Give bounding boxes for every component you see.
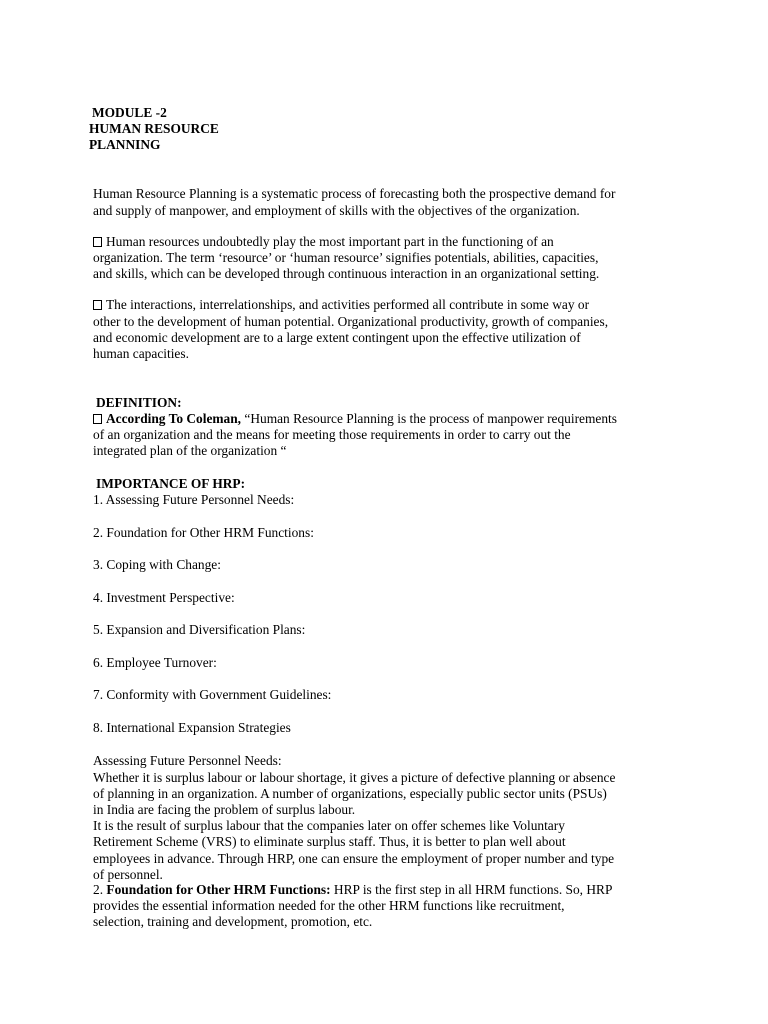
- importance-item-2: 2. Foundation for Other HRM Functions:: [93, 525, 314, 540]
- title-line-1: HUMAN RESOURCE: [89, 121, 219, 136]
- importance-item-6: 6. Employee Turnover:: [93, 655, 217, 670]
- assessing-line-7: of personnel.: [93, 867, 163, 882]
- title-line-2: PLANNING: [89, 137, 161, 152]
- intro-p3-line-2: other to the development of human potential. Organizational productivity, growth of companies,: [93, 314, 609, 329]
- assessing-line-6: employees in advance. Through HRP, one can ensure the employment of proper number and type: [93, 851, 615, 866]
- bullet-missing-glyph-icon: [93, 300, 102, 310]
- importance-item-7: 7. Conformity with Government Guidelines:: [93, 687, 332, 702]
- importance-item-4: 4. Investment Perspective:: [93, 590, 235, 605]
- assessing-line-2: of planning in an organization. A number of organizations, especially public sector units (PSUs): [93, 786, 607, 801]
- importance-heading: IMPORTANCE OF HRP:: [96, 476, 246, 491]
- importance-item-5: 5. Expansion and Diversification Plans:: [93, 622, 306, 637]
- intro-p2-line-1: Human resources undoubtedly play the most important part in the functioning of an: [93, 234, 554, 250]
- intro-p2-line-3: and skills, which can be developed through continuous interaction in an organizational setting.: [93, 266, 600, 281]
- importance-item-1: 1. Assessing Future Personnel Needs:: [93, 492, 295, 507]
- intro-p1-line-2: and supply of manpower, and employment of skills with the objectives of the organization.: [93, 203, 580, 218]
- definition-line-2: of an organization and the means for meeting those requirements in order to carry out the: [93, 427, 571, 442]
- assessing-line-5: Retirement Scheme (VRS) to eliminate surplus staff. Thus, it is better to plan well about: [93, 834, 566, 849]
- assessing-heading: Assessing Future Personnel Needs:: [93, 753, 282, 768]
- definition-heading: DEFINITION:: [96, 395, 182, 410]
- assessing-line-1: Whether it is surplus labour or labour shortage, it gives a picture of defective planning or absence: [93, 770, 616, 785]
- foundation-line-2: provides the essential information needed for the other HRM functions like recruitment,: [93, 898, 565, 913]
- intro-p3-line-4: human capacities.: [93, 346, 189, 361]
- assessing-line-3: in India are facing the problem of surplus labour.: [93, 802, 356, 817]
- importance-item-3: 3. Coping with Change:: [93, 557, 221, 572]
- foundation-line-1: 2. Foundation for Other HRM Functions: HRP is the first step in all HRM functions. So, HRP: [93, 882, 613, 897]
- definition-line-3: integrated plan of the organization “: [93, 443, 287, 458]
- intro-p1-line-1: Human Resource Planning is a systematic process of forecasting both the prospective demand for: [93, 186, 616, 201]
- intro-p2-line-2: organization. The term ‘resource’ or ‘human resource’ signifies potentials, abilities, capacities,: [93, 250, 599, 265]
- assessing-line-4: It is the result of surplus labour that the companies later on offer schemes like Voluntary: [93, 818, 565, 833]
- intro-p3-line-1: The interactions, interrelationships, and activities performed all contribute in some way or: [93, 297, 589, 313]
- bullet-missing-glyph-icon: [93, 237, 102, 247]
- bullet-missing-glyph-icon: [93, 414, 102, 424]
- importance-item-8: 8. International Expansion Strategies: [93, 720, 291, 735]
- foundation-line-3: selection, training and development, promotion, etc.: [93, 914, 373, 929]
- definition-line-1: According To Coleman, “Human Resource Planning is the process of manpower requirements: [93, 411, 617, 427]
- module-label: MODULE -2: [92, 105, 167, 120]
- intro-p3-line-3: and economic development are to a large extent contingent upon the effective utilization of: [93, 330, 581, 345]
